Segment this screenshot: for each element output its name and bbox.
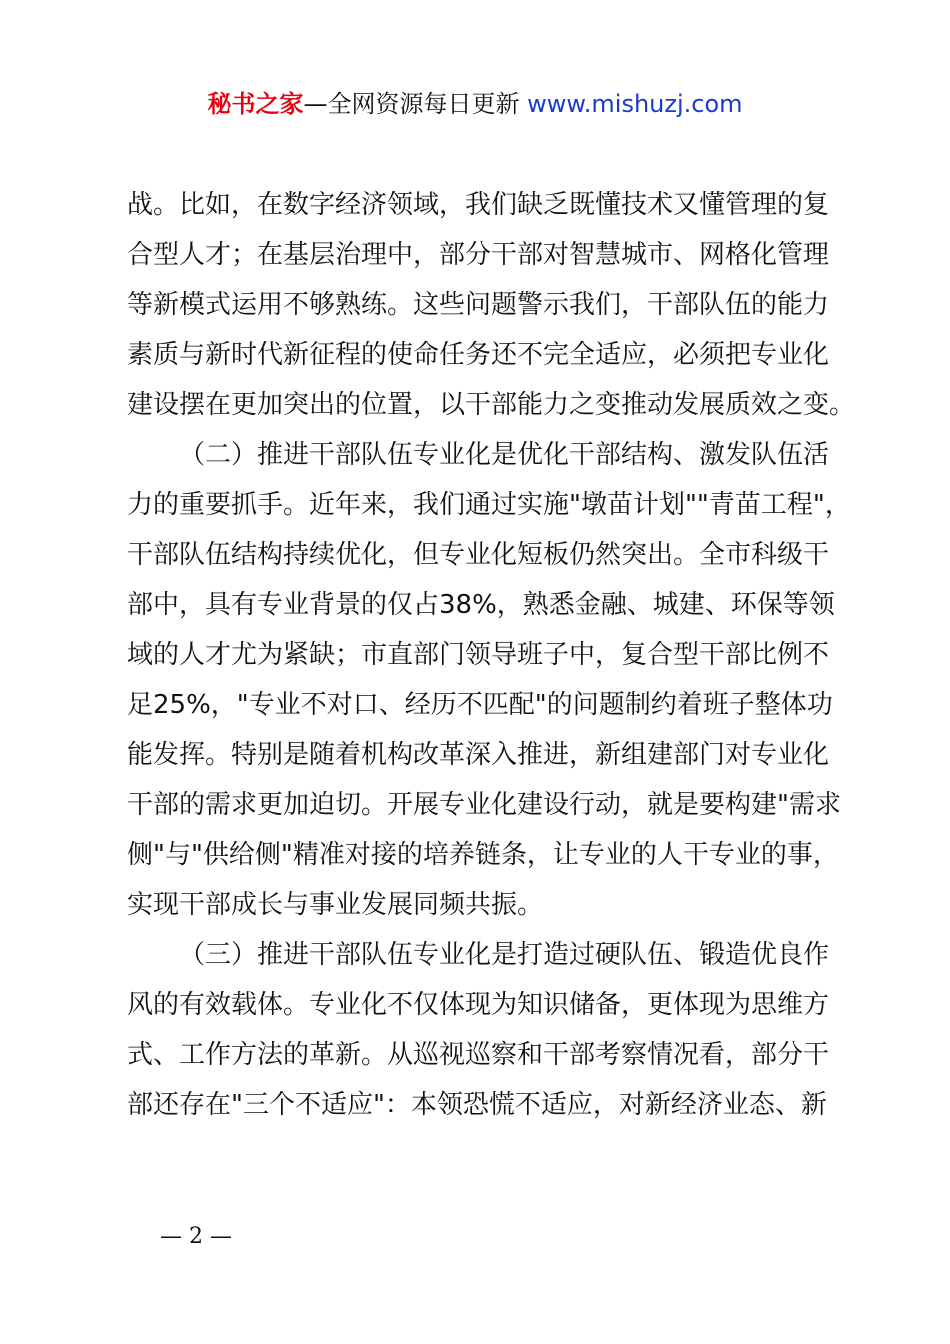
text-line: 合型人才；在基层治理中，部分干部对智慧城市、网格化管理 [127, 240, 830, 270]
text-line: 能发挥。特别是随着机构改革深入推进，新组建部门对专业化 [127, 740, 830, 770]
text-line: 部还存在"三个不适应"：本领恐慌不适应，对新经济业态、新 [127, 1090, 827, 1120]
text-line: 足25%，"专业不对口、经历不匹配"的问题制约着班子整体功 [127, 690, 833, 720]
text-line: 等新模式运用不够熟练。这些问题警示我们，干部队伍的能力 [127, 290, 830, 320]
text-line: 建设摆在更加突出的位置，以干部能力之变推动发展质效之变。 [127, 390, 856, 420]
paragraph [127, 930, 847, 1130]
text-line: 风的有效载体。专业化不仅体现为知识储备，更体现为思维方 [127, 990, 830, 1020]
text-line: 干部的需求更加迫切。开展专业化建设行动，就是要构建"需求 [127, 790, 841, 820]
site-header [0, 88, 950, 120]
text-line: 式、工作方法的革新。从巡视巡察和干部考察情况看，部分干 [127, 1040, 830, 1070]
paragraph [127, 430, 851, 930]
document-body [127, 180, 856, 1130]
page-number: — 2 — [160, 1224, 232, 1249]
text-line: 域的人才尤为紧缺；市直部门领导班子中，复合型干部比例不 [127, 640, 830, 670]
paragraph [127, 180, 856, 430]
site-url[interactable]: www.mishuzj.com [527, 90, 743, 118]
brand-name: 秘书之家 [207, 90, 304, 118]
header-slogan: —全网资源每日更新 [303, 90, 528, 118]
text-line: 战。比如，在数字经济领域，我们缺乏既懂技术又懂管理的复 [127, 190, 830, 220]
text-line: 干部队伍结构持续优化，但专业化短板仍然突出。全市科级干 [127, 540, 830, 570]
text-line: 实现干部成长与事业发展同频共振。 [127, 890, 544, 920]
text-line: 侧"与"供给侧"精准对接的培养链条，让专业的人干专业的事， [127, 840, 839, 870]
text-line: （二）推进干部队伍专业化是优化干部结构、激发队伍活 [179, 440, 830, 470]
text-line: 素质与新时代新征程的使命任务还不完全适应，必须把专业化 [127, 340, 830, 370]
text-line: 部中，具有专业背景的仅占38%，熟悉金融、城建、环保等领 [127, 590, 835, 620]
text-line: 力的重要抓手。近年来，我们通过实施"墩苗计划""青苗工程"， [127, 490, 851, 520]
text-line: （三）推进干部队伍专业化是打造过硬队伍、锻造优良作 [179, 940, 830, 970]
